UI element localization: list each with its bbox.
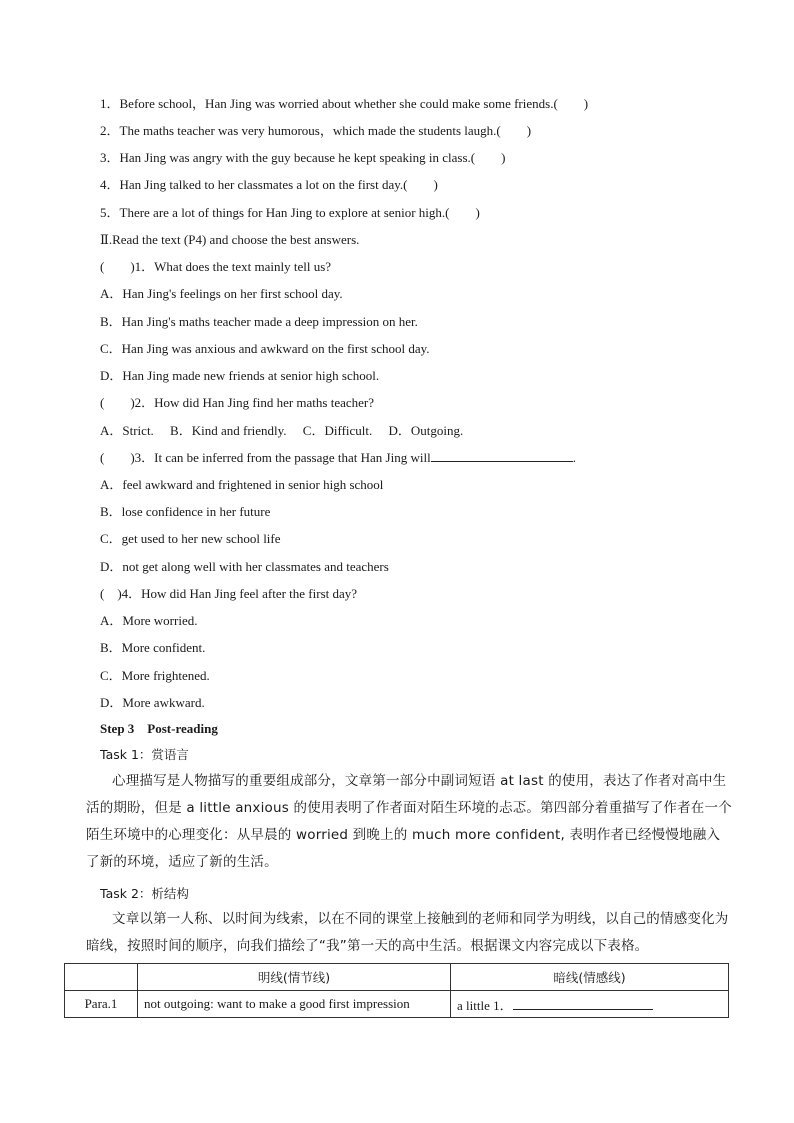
question-4-stem: ( )4．How did Han Jing feel after the first day? <box>100 586 358 601</box>
question-3-option-c: C．get used to her new school life <box>100 531 281 546</box>
tf-item-2: 2．The maths teacher was very humorous，which made the students laugh.( ) <box>100 123 532 138</box>
structure-table <box>64 963 729 1018</box>
table-header-plot: 明线(情节线) <box>138 964 451 991</box>
table-header-emotion: 暗线(情感线) <box>451 964 729 991</box>
task-1-title: Task 1：赏语言 <box>100 747 189 762</box>
task-2-title: Task 2：析结构 <box>100 886 189 901</box>
task-2-paragraph: 文章以第一人称、以时间为线索，以在不同的课堂上接触到的老师和同学为明线，以自己的情感变化为暗线，按照时间的顺序，向我们描绘了“我”第一天的高中生活。根据课文内容完成以下表格。 <box>86 911 729 954</box>
question-3-option-b: B．lose confidence in her future <box>100 504 271 519</box>
tf-item-4: 4．Han Jing talked to her classmates a lot on the first day.( ) <box>100 177 438 192</box>
answer-blank <box>513 997 653 1010</box>
question-1-option-d: D．Han Jing made new friends at senior high school. <box>100 368 380 383</box>
table-header-row <box>65 964 729 991</box>
section-2-heading: Ⅱ.Read the text (P4) and choose the best answers. <box>100 232 360 247</box>
table-row <box>65 991 729 1018</box>
question-4-option-c: C．More frightened. <box>100 668 210 683</box>
question-4-option-d: D．More awkward. <box>100 695 205 710</box>
step-3-heading: Step 3 Post-reading <box>100 721 218 736</box>
question-3-line <box>100 449 576 467</box>
answer-blank <box>431 449 573 462</box>
tf-item-5: 5．There are a lot of things for Han Jing to explore at senior high.( ) <box>100 205 480 220</box>
table-row-emotion-cell <box>451 991 729 1018</box>
table-row-plot: not outgoing: want to make a good first impression <box>138 991 451 1018</box>
question-3-stem-end: . <box>572 450 576 465</box>
question-3-stem: ( )3．It can be inferred from the passage that Han Jing will <box>100 450 431 465</box>
task-1-paragraph: 心理描写是人物描写的重要组成部分，文章第一部分中副词短语 at last 的使用，表达了作者对高中生活的期盼，但是 a little anxious 的使用表明了作者面对陌生环境的忐忑。第四部分着重描写了作者在一个陌生环境中的心理变化：从早晨的 worried 到晚上的 much more confident, 表明作者已经慢慢地融入了新的环境，适应了新的生活。 <box>86 773 732 870</box>
question-4-option-b: B．More confident. <box>100 640 206 655</box>
table-row-label: Para.1 <box>65 991 138 1018</box>
question-1-option-a: A．Han Jing's feelings on her first school day. <box>100 286 343 301</box>
table-row-emotion: a little 1． <box>457 997 513 1013</box>
tf-item-1: 1．Before school，Han Jing was worried about whether she could make some friends.( ) <box>100 96 589 111</box>
question-3-option-d: D．not get along well with her classmates and teachers <box>100 559 389 574</box>
question-1-option-c: C．Han Jing was anxious and awkward on the first school day. <box>100 341 430 356</box>
question-2-options: A．Strict. B．Kind and friendly. C．Difficult. D．Outgoing. <box>100 423 464 438</box>
table-header-cell <box>65 964 138 991</box>
question-1-option-b: B．Han Jing's maths teacher made a deep impression on her. <box>100 314 418 329</box>
question-3-option-a: A．feel awkward and frightened in senior high school <box>100 477 384 492</box>
question-2-stem: ( )2．How did Han Jing find her maths teacher? <box>100 395 375 410</box>
question-1-stem: ( )1．What does the text mainly tell us? <box>100 259 332 274</box>
tf-item-3: 3．Han Jing was angry with the guy because he kept speaking in class.( ) <box>100 150 506 165</box>
question-4-option-a: A．More worried. <box>100 613 198 628</box>
